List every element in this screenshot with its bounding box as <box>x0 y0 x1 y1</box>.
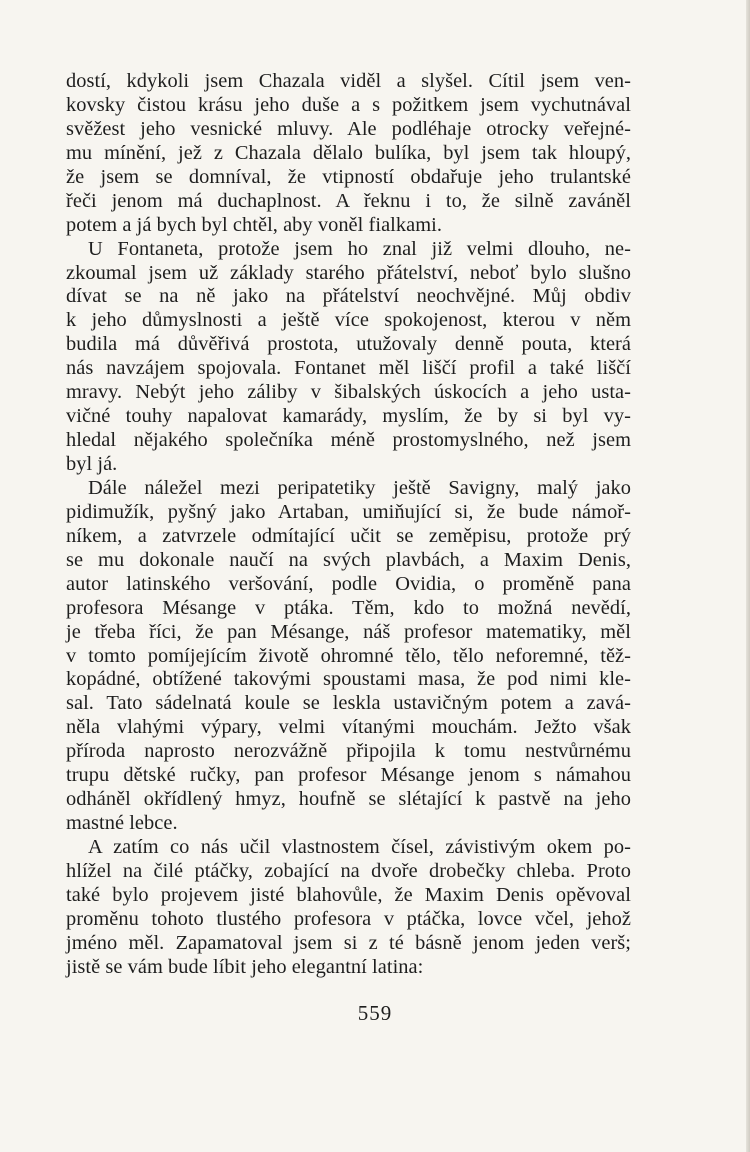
text-line: mastné lebce. <box>66 812 178 835</box>
text-line: A zatím co nás učil vlastnostem čísel, závistivým okem po- <box>88 836 631 858</box>
text-line: kovsky čistou krásu jeho duše a s požitkem jsem vychutnával <box>66 93 631 116</box>
text-line: že jsem se domníval, že vtipností obdařuje jeho trulantské <box>66 165 631 188</box>
text-line: se mu dokonale naučí na svých plavbách, a Maxim Denis, <box>66 548 631 571</box>
text-line: něla vlahými výpary, velmi vítanými mouchám. Ježto však <box>66 716 631 739</box>
page-text <box>66 70 631 980</box>
text-line: Dále náležel mezi peripatetiky ještě Savigny, malý jako <box>88 476 631 499</box>
text-line: odháněl okřídlený hmyz, houfně se slétající k pastvě na jeho <box>66 788 631 811</box>
text-line: níkem, a zatvrzele odmítající učit se zeměpisu, protože prý <box>66 524 631 547</box>
text-line: k jeho důmyslnosti a ještě více spokojenost, kterou v něm <box>66 309 631 332</box>
paragraph <box>66 238 631 477</box>
text-line: pidimužík, pyšný jako Artaban, umiňující si, že bude námoř- <box>66 500 631 523</box>
page-number: 559 <box>357 1001 393 1025</box>
paragraph <box>66 70 631 238</box>
text-line: nás navzájem spojovala. Fontanet měl liščí profil a také liščí <box>66 357 631 380</box>
text-line: trupu dětské ručky, pan profesor Mésange jenom s námahou <box>66 764 631 787</box>
text-line: mu mínění, jež z Chazala dělalo bulíka, byl jsem tak hloupý, <box>66 141 631 164</box>
text-line: byl já. <box>66 453 118 475</box>
text-line: dostí, kdykoli jsem Chazala viděl a slyšel. Cítil jsem ven- <box>66 70 631 92</box>
text-line: sal. Tato sádelnatá koule se leskla ustavičným potem a zavá- <box>66 692 631 715</box>
text-line: řeči jenom má duchaplnost. A řeknu i to, že silně zaváněl <box>66 189 631 212</box>
text-line: dívat se na ně jako na přátelství neochvějné. Můj obdiv <box>66 285 631 308</box>
paragraph <box>66 836 631 980</box>
text-line: jistě se vám bude líbit jeho elegantní latina: <box>66 955 424 978</box>
text-line: autor latinského veršování, podle Ovidia, o proměně pana <box>66 572 631 595</box>
text-line: jméno měl. Zapamatoval jsem si z té básně jenom jeden verš; <box>66 931 631 954</box>
text-line: potem a já bych byl chtěl, aby voněl fialkami. <box>66 213 443 236</box>
text-line: proměnu tohoto tlustého profesora v ptáčka, lovce včel, jehož <box>66 907 631 930</box>
text-line: také bylo projevem jisté blahovůle, že Maxim Denis opěvoval <box>66 883 631 906</box>
text-line: v tomto pomíjejícím životě ohromné tělo, tělo neforemné, těž- <box>66 644 631 667</box>
text-line: profesora Mésange v ptáka. Těm, kdo to možná nevědí, <box>66 596 631 619</box>
page-edge <box>746 0 750 1152</box>
paragraph <box>66 477 631 836</box>
text-line: hlížel na čilé ptáčky, zobající na dvoře drobečky chleba. Proto <box>66 859 631 882</box>
text-line: budila má důvěřivá prostota, utužovaly denně pouta, která <box>66 333 631 356</box>
text-line: svěžest jeho vesnické mluvy. Ale podléhaje otrocky veřejné- <box>66 117 631 140</box>
text-line: mravy. Nebýt jeho záliby v šibalských úskocích a jeho usta- <box>66 381 631 404</box>
text-line: hledal nějakého společníka méně prostomyslného, než jsem <box>66 429 631 452</box>
text-line: příroda naprosto nerozvážně připojila k tomu nestvůrnému <box>66 740 631 763</box>
text-line: zkoumal jsem už základy starého přátelství, neboť bylo slušno <box>66 261 631 284</box>
text-line: U Fontaneta, protože jsem ho znal již velmi dlouho, ne- <box>88 237 631 260</box>
text-line: vičné touhy napalovat kamarády, myslím, že by si byl vy- <box>66 405 631 428</box>
text-line: je třeba říci, že pan Mésange, náš profesor matematiky, měl <box>66 620 631 643</box>
text-line: kopádné, obtížené takovými spoustami masa, že pod nimi kle- <box>66 668 631 691</box>
